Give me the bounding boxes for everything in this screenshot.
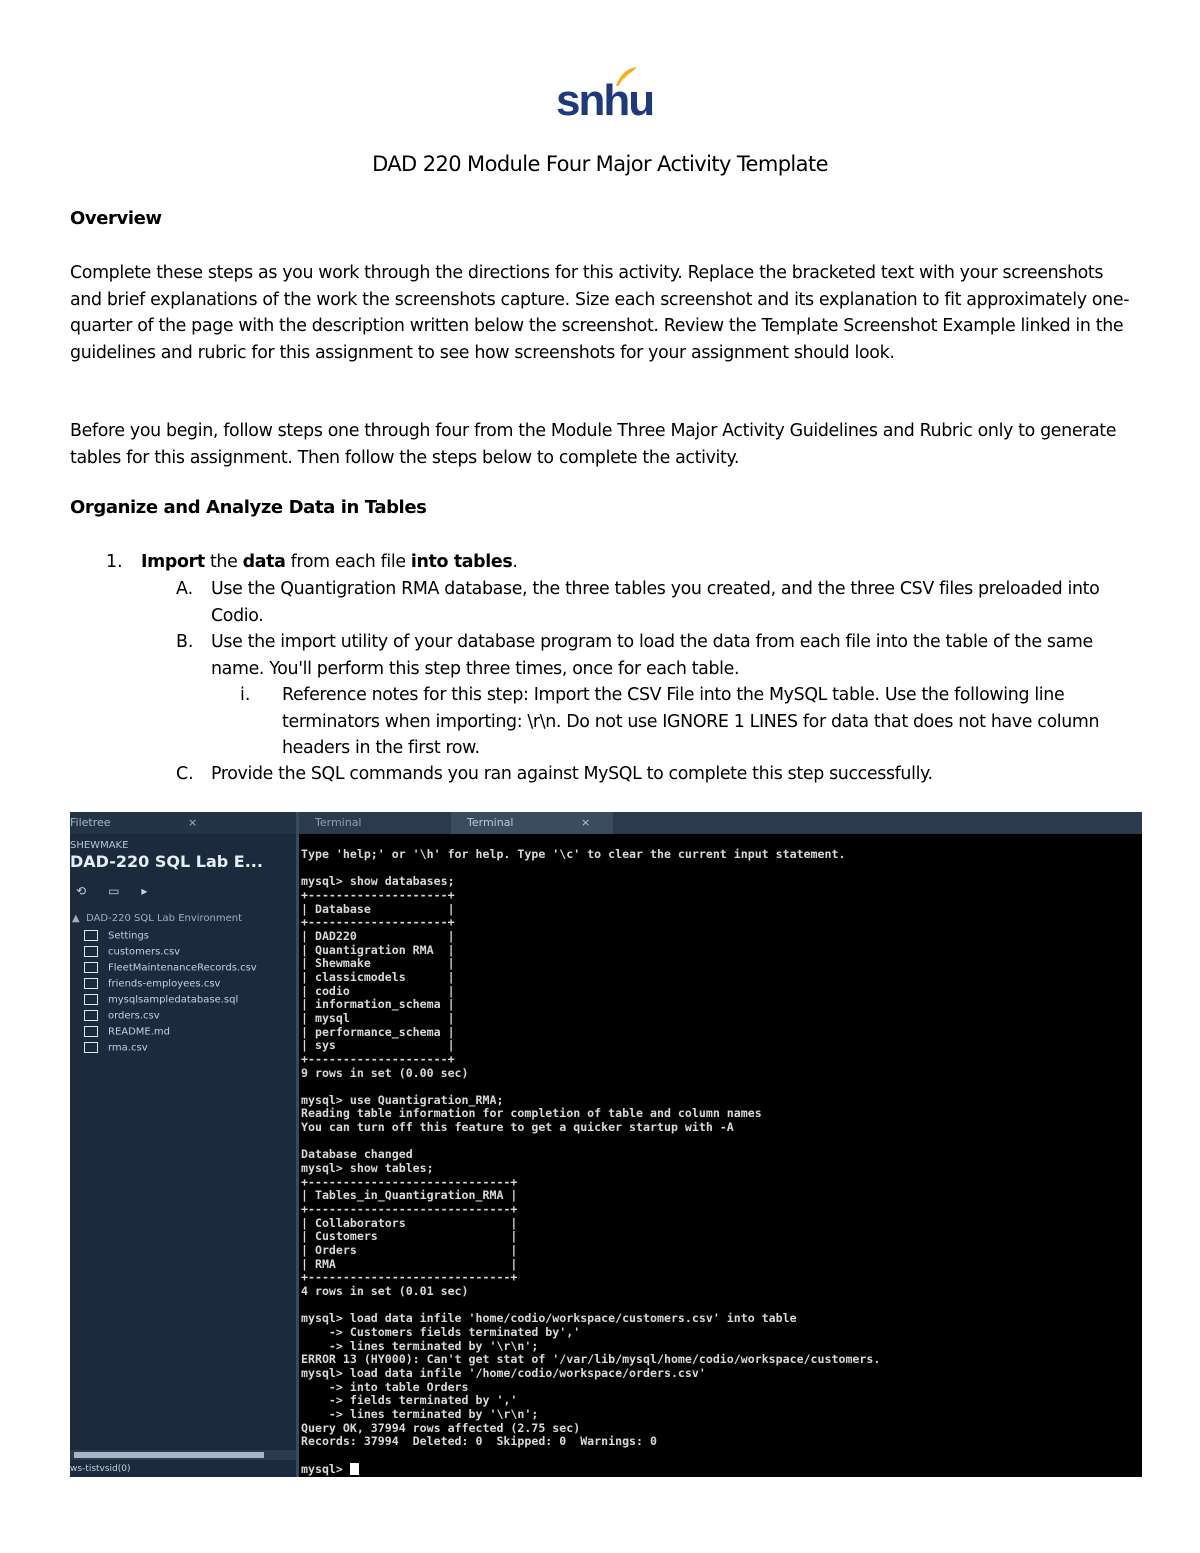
terminal-line: | Orders | — [301, 1243, 518, 1258]
overview-heading: Overview — [70, 208, 162, 229]
status-text: ws-tistvsid(0) — [70, 1464, 131, 1474]
filetree-toolbar — [76, 884, 169, 898]
terminal-line: | Tables_in_Quantigration_RMA | — [301, 1188, 518, 1203]
terminal-line: | codio | — [301, 983, 455, 998]
terminal-line: | RMA | — [301, 1256, 518, 1271]
terminal-line: mysql> use Quantigration_RMA; — [301, 1092, 504, 1107]
terminal-line: Query OK, 37994 rows affected (2.75 sec) — [301, 1420, 581, 1435]
terminal-line: 4 rows in set (0.01 sec) — [301, 1284, 469, 1298]
step-i-marker: i. — [240, 685, 251, 705]
file-item[interactable]: FleetMaintenanceRecords.csv — [84, 962, 257, 974]
file-item[interactable]: Settings — [84, 930, 149, 942]
filetree-tab[interactable] — [70, 812, 296, 834]
file-item[interactable]: mysqlsampledatabase.sql — [84, 994, 238, 1006]
terminal-line: | information_schema | — [301, 997, 455, 1012]
terminal-line: | sys | — [301, 1038, 455, 1053]
terminal-line: +-----------------------------+ — [301, 1270, 518, 1285]
file-icon — [84, 978, 98, 989]
terminal-line: -> Customers fields terminated by',' — [301, 1324, 581, 1339]
file-item[interactable]: friends-employees.csv — [84, 978, 220, 990]
terminal-line: | Quantigration RMA | — [301, 942, 455, 957]
file-icon — [84, 994, 98, 1005]
page-title: DAD 220 Module Four Major Activity Template — [372, 152, 828, 176]
terminal-line: | classicmodels | — [301, 969, 455, 984]
horizontal-scrollbar[interactable] — [70, 1450, 296, 1460]
terminal-line: mysql> load data infile '/home/codio/workspace/orders.csv' — [301, 1365, 706, 1380]
terminal-tabbar — [299, 812, 1142, 834]
terminal-line: Records: 37994 Deleted: 0 Skipped: 0 Warnings: 0 — [301, 1434, 657, 1449]
step-1-marker: 1. — [106, 552, 123, 572]
terminal-line: -> lines terminated by '\r\n'; — [301, 1338, 539, 1353]
terminal-line: Type 'help;' or '\h' for help. Type '\c' to clear the current input statement. — [301, 847, 846, 861]
terminal-line: -> lines terminated by '\r\n'; — [301, 1406, 539, 1421]
terminal-line: Database changed — [301, 1147, 413, 1162]
terminal-line: +--------------------+ — [301, 915, 455, 930]
terminal-line: | mysql | — [301, 1010, 455, 1025]
step-b-text: Use the import utility of your database program to load the data from each file into the table of the same name. You'll perform this step three times, once for each table. — [211, 632, 1093, 679]
file-item[interactable]: rma.csv — [84, 1042, 148, 1054]
terminal-line: | DAD220 | — [301, 928, 455, 943]
step-c-text: Provide the SQL commands you ran against MySQL to complete this step successfully. — [211, 764, 933, 784]
terminal-line: | Database | — [301, 901, 455, 916]
terminal-line: | performance_schema | — [301, 1024, 455, 1039]
terminal-line: +-----------------------------+ — [301, 1174, 518, 1189]
close-icon[interactable]: × — [188, 816, 198, 829]
before-you-begin-paragraph: Before you begin, follow steps one through four from the Module Three Major Activity Guidelines and Rubric only to generate tables for this assignment. Then follow the steps below to complete the activity. — [70, 421, 1117, 468]
step-a-text: Use the Quantigration RMA database, the three tables you created, and the three CSV files preloaded into Codio. — [211, 579, 1100, 626]
terminal-line: You can turn off this feature to get a quicker startup with -A — [301, 1120, 734, 1135]
snhu-logo — [556, 66, 654, 126]
scrollbar-thumb[interactable] — [74, 1452, 264, 1458]
folder-icon[interactable]: ▭ — [108, 884, 120, 898]
panel-divider[interactable] — [296, 812, 299, 1477]
terminal-line: mysql> — [301, 1461, 350, 1476]
file-icon — [84, 1026, 98, 1037]
terminal-line: +--------------------+ — [301, 1051, 455, 1066]
filetree-tab-label: Filetree — [70, 816, 111, 829]
play-icon[interactable]: ▸ — [141, 884, 148, 898]
terminal-cursor — [350, 1463, 359, 1475]
project-name: DAD-220 SQL Lab E... — [70, 852, 263, 871]
expand-icon: ▲ — [72, 913, 80, 924]
codio-screenshot — [70, 812, 1142, 1477]
terminal-line: ERROR 13 (HY000): Can't get stat of '/var/lib/mysql/home/codio/workspace/customers. — [301, 1352, 881, 1367]
filetree-panel — [70, 812, 296, 1477]
refresh-icon[interactable]: ⟲ — [76, 884, 87, 898]
terminal-line: | Collaborators | — [301, 1215, 518, 1230]
section-heading: Organize and Analyze Data in Tables — [70, 497, 427, 518]
terminal-line: | Shewmake | — [301, 956, 455, 971]
step-1-text: Import the data from each file into tables. — [141, 552, 518, 572]
file-item[interactable]: orders.csv — [84, 1010, 160, 1022]
tree-root[interactable]: ▲ DAD-220 SQL Lab Environment — [72, 913, 243, 924]
tab-terminal-1[interactable]: Terminal — [315, 816, 362, 829]
project-owner: SHEWMAKE — [70, 840, 129, 851]
logo-wordmark: snhu — [556, 76, 654, 125]
terminal-line: -> into table Orders — [301, 1379, 469, 1394]
file-icon — [84, 962, 98, 973]
overview-paragraph: Complete these steps as you work through the directions for this activity. Replace the bracketed text with your screenshots and brief explanations of the work the screenshots capture. Size each screenshot and its explanation to fit approximately one-quarter of the page with the description written below the screenshot. Review the Template Screenshot Example linked in the guidelines and rubric for this assignment to see how screenshots for your assignment should look. — [70, 263, 1130, 363]
step-i-text: Reference notes for this step: Import the CSV File into the MySQL table. Use the following line terminators when importing: \r\n. Do not use IGNORE 1 LINES for data that does not have column headers in the first row. — [282, 685, 1100, 758]
tab-terminal-2[interactable]: Terminal × — [451, 812, 613, 834]
step-b-marker: B. — [176, 632, 194, 652]
close-icon[interactable]: × — [581, 816, 591, 829]
file-icon — [84, 930, 98, 941]
terminal-line: mysql> show databases; — [301, 874, 455, 889]
step-c-marker: C. — [176, 764, 194, 784]
terminal-line: mysql> load data infile 'home/codio/workspace/customers.csv' into table — [301, 1311, 797, 1326]
terminal-line: | Customers | — [301, 1229, 518, 1244]
file-item[interactable]: customers.csv — [84, 946, 180, 958]
file-icon — [84, 1010, 98, 1021]
terminal-line: Reading table information for completion of table and column names — [301, 1106, 762, 1121]
terminal-line: mysql> show tables; — [301, 1161, 434, 1176]
file-icon — [84, 946, 98, 957]
step-a-marker: A. — [176, 579, 194, 599]
file-icon — [84, 1042, 98, 1053]
terminal-line: +-----------------------------+ — [301, 1202, 518, 1217]
terminal-line: +--------------------+ — [301, 887, 455, 902]
terminal-line: -> fields terminated by ',' — [301, 1393, 518, 1408]
terminal-line: 9 rows in set (0.00 sec) — [301, 1065, 469, 1080]
file-item[interactable]: README.md — [84, 1026, 170, 1038]
terminal-output[interactable] — [301, 847, 1142, 1476]
